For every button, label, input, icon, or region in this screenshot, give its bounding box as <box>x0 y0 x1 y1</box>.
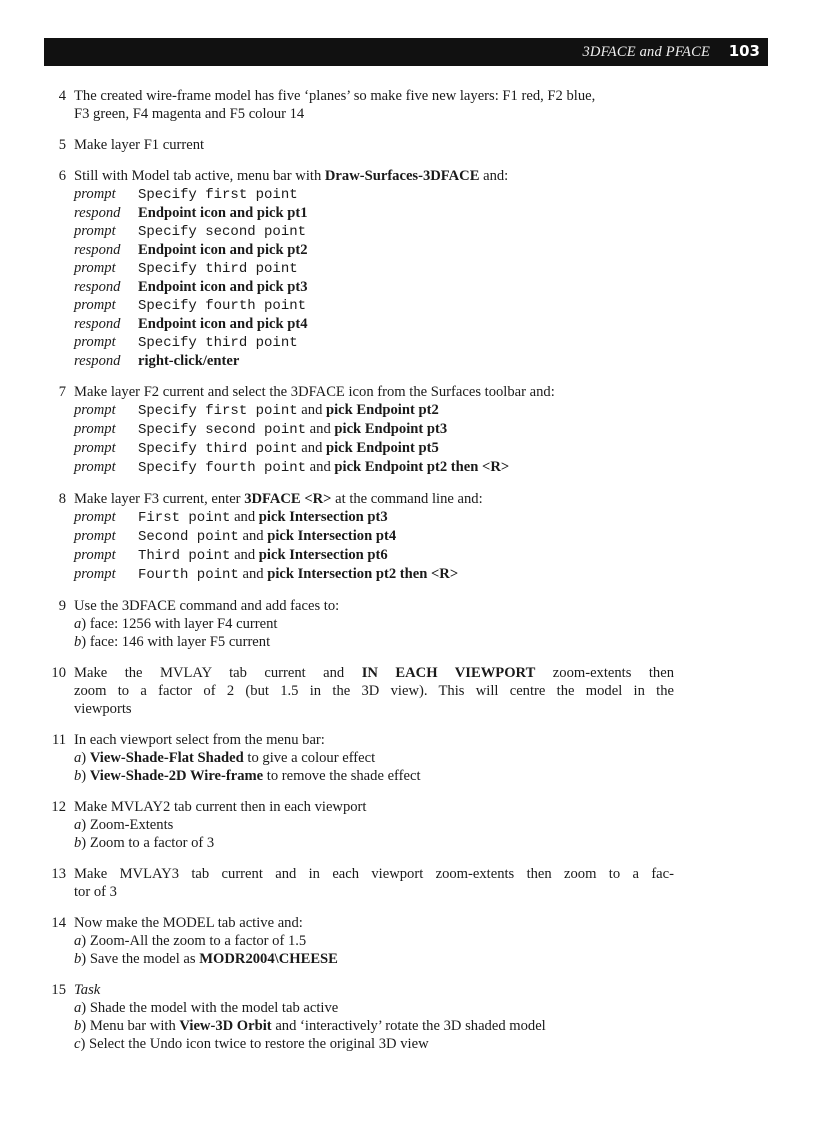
menu-path: View-3D Orbit <box>179 1018 272 1034</box>
sub-step-text: Zoom-All the zoom to a factor of 1.5 <box>89 933 307 949</box>
sub-step: b) face: 146 with layer F5 current <box>74 634 271 650</box>
sub-step-letter: a <box>74 933 82 949</box>
sub-step-text: Shade the model with the model tab active <box>89 1000 339 1016</box>
sub-step: b) Zoom to a factor of 3 <box>74 835 215 851</box>
command-prompt: Specify fourth point <box>138 298 307 314</box>
command-prompt: Specify first point <box>138 187 298 203</box>
response-text: Endpoint icon and pick pt1 <box>138 205 308 221</box>
row-label: respond <box>74 205 121 221</box>
step-text-line <box>74 664 674 682</box>
sub-step-letter: a <box>74 1000 82 1016</box>
sub-step: b) View-Shade-2D Wire-frame to remove the shade effect <box>74 768 421 784</box>
row-label: prompt <box>74 459 116 475</box>
sub-step: a) Zoom-All the zoom to a factor of 1.5 <box>74 933 307 949</box>
command-prompt: Specify third point <box>138 441 298 457</box>
sub-step-text: to remove the shade effect <box>263 768 421 784</box>
row-label: prompt <box>74 440 116 456</box>
step-intro-text: and: <box>479 168 509 184</box>
step-intro: Now make the MODEL tab active and: <box>74 915 303 931</box>
sub-step-letter: c <box>74 1036 81 1052</box>
row-label: respond <box>74 353 121 369</box>
step-item <box>44 914 674 968</box>
step-item <box>44 136 674 154</box>
response-text: pick Intersection pt2 then <R> <box>267 566 459 582</box>
step-number: 11 <box>51 732 66 748</box>
respond-row <box>74 352 674 370</box>
prompt-row <box>74 333 674 352</box>
respond-row <box>74 241 674 259</box>
response-text: Endpoint icon and pick pt3 <box>138 279 308 295</box>
sub-step-text: Zoom to a factor of 3 <box>89 835 215 851</box>
sub-step-text: Menu bar with <box>89 1018 180 1034</box>
row-label: prompt <box>74 402 116 418</box>
row-label: prompt <box>74 547 116 563</box>
step-text-line: F3 green, F4 magenta and F5 colour 14 <box>74 106 305 122</box>
response-text: pick Intersection pt6 <box>258 547 388 563</box>
step-number: 14 <box>51 915 66 931</box>
sub-step-letter: b <box>74 634 82 650</box>
row-label: prompt <box>74 260 116 276</box>
sub-step-letter: b <box>74 768 82 784</box>
page-content <box>44 87 674 1066</box>
connector-text: and <box>306 421 335 437</box>
command-prompt: Specify first point <box>138 403 298 419</box>
command-prompt: Specify third point <box>138 261 298 277</box>
sub-step: c) Select the Undo icon twice to restore the original 3D view <box>74 1036 429 1052</box>
sub-step: a) face: 1256 with layer F4 current <box>74 616 278 632</box>
connector-text: and <box>238 566 268 582</box>
prompt-row <box>74 222 674 241</box>
sub-step-letter: b <box>74 1018 82 1034</box>
row-label: respond <box>74 242 121 258</box>
prompt-row <box>74 565 674 584</box>
step-intro: Make layer F2 current and select the 3DFACE icon from the Surfaces toolbar and: <box>74 384 555 400</box>
emphasis-text: IN EACH VIEWPORT <box>361 665 536 681</box>
command-prompt: Third point <box>138 548 231 564</box>
response-text: Endpoint icon and pick pt4 <box>138 316 308 332</box>
prompt-row <box>74 401 674 420</box>
sub-step-text: to give a colour effect <box>243 750 376 766</box>
sub-step-text: and ‘interactively’ rotate the 3D shaded model <box>271 1018 546 1034</box>
step-item <box>44 731 674 785</box>
step-number: 13 <box>51 866 66 882</box>
connector-text: and <box>238 528 268 544</box>
command-name: 3DFACE <R> <box>244 491 332 507</box>
sub-step-letter: b <box>74 951 82 967</box>
menu-path: View-Shade-Flat Shaded <box>89 750 244 766</box>
step-intro-text: Still with Model tab active, menu bar with <box>74 168 325 184</box>
response-text: pick Intersection pt4 <box>267 528 397 544</box>
response-text: pick Intersection pt3 <box>258 509 388 525</box>
command-prompt: First point <box>138 510 231 526</box>
running-header <box>44 38 768 66</box>
sub-step-letter: a <box>74 817 82 833</box>
command-prompt: Fourth point <box>138 567 239 583</box>
step-text: Make the MVLAY tab current and <box>74 665 362 681</box>
step-number: 6 <box>58 168 66 184</box>
page-number: 103 <box>728 42 760 60</box>
row-label: prompt <box>74 509 116 525</box>
menu-path: Draw-Surfaces-3DFACE <box>324 168 480 184</box>
step-item <box>44 490 674 584</box>
step-number: 7 <box>58 384 66 400</box>
running-header-title: 3DFACE and PFACE <box>582 44 710 60</box>
response-text: pick Endpoint pt3 <box>334 421 448 437</box>
step-text-line: tor of 3 <box>74 884 117 900</box>
prompt-row <box>74 296 674 315</box>
step-item <box>44 798 674 852</box>
response-text: pick Endpoint pt5 <box>326 440 439 456</box>
sub-step-text: Select the Undo icon twice to restore the original 3D view <box>89 1036 429 1052</box>
sub-step-text: Save the model as <box>89 951 200 967</box>
connector-text: and <box>230 509 259 525</box>
step-item <box>44 597 674 651</box>
prompt-row <box>74 420 674 439</box>
step-number: 8 <box>58 491 66 507</box>
step-text: zoom-extents then <box>535 665 675 681</box>
step-text-line: The created wire-frame model has five ‘planes’ so make five new layers: F1 red, F2 blue, <box>74 88 596 104</box>
task-heading: Task <box>74 982 101 998</box>
sub-step: a) View-Shade-Flat Shaded to give a colour effect <box>74 750 376 766</box>
response-text: right-click/enter <box>138 353 240 369</box>
sub-step: a) Zoom-Extents <box>74 817 174 833</box>
respond-row <box>74 204 674 222</box>
step-text-line: Make MVLAY3 tab current and in each viewport zoom-extents then zoom to a fac- <box>74 866 674 882</box>
step-intro <box>74 167 674 185</box>
prompt-row <box>74 259 674 278</box>
sub-step-text: face: 1256 with layer F4 current <box>89 616 278 632</box>
row-label: prompt <box>74 566 116 582</box>
step-item <box>44 981 674 1053</box>
sub-step-letter: a <box>74 750 82 766</box>
sub-step: b) Save the model as MODR2004\CHEESE <box>74 951 338 967</box>
step-item <box>44 664 674 718</box>
connector-text: and <box>306 459 335 475</box>
command-prompt: Second point <box>138 529 239 545</box>
command-prompt: Specify third point <box>138 335 298 351</box>
prompt-row <box>74 546 674 565</box>
respond-row <box>74 278 674 296</box>
step-number: 10 <box>51 665 66 681</box>
step-text-line: zoom to a factor of 2 (but 1.5 in the 3D view). This will centre the model in the <box>74 683 674 699</box>
step-text-line: viewports <box>74 701 132 717</box>
respond-row <box>74 315 674 333</box>
step-text: Make layer F1 current <box>74 137 205 153</box>
command-prompt: Specify fourth point <box>138 460 307 476</box>
row-label: respond <box>74 316 121 332</box>
response-text: pick Endpoint pt2 <box>326 402 439 418</box>
prompt-row <box>74 439 674 458</box>
row-label: prompt <box>74 334 116 350</box>
sub-step: a) Shade the model with the model tab active <box>74 1000 339 1016</box>
sub-step-text: face: 146 with layer F5 current <box>89 634 271 650</box>
sub-step: b) Menu bar with View-3D Orbit and ‘interactively’ rotate the 3D shaded model <box>74 1018 546 1034</box>
row-label: prompt <box>74 186 116 202</box>
step-intro <box>74 490 674 508</box>
command-prompt: Specify second point <box>138 224 307 240</box>
prompt-row <box>74 458 674 477</box>
row-label: prompt <box>74 297 116 313</box>
step-item <box>44 167 674 370</box>
row-label: respond <box>74 279 121 295</box>
connector-text: and <box>297 402 327 418</box>
response-text: Endpoint icon and pick pt2 <box>138 242 308 258</box>
step-item <box>44 383 674 477</box>
row-label: prompt <box>74 421 116 437</box>
step-number: 12 <box>51 799 66 815</box>
command-prompt: Specify second point <box>138 422 307 438</box>
prompt-row <box>74 508 674 527</box>
step-intro-text: at the command line and: <box>331 491 483 507</box>
step-item <box>44 87 674 123</box>
step-intro: Use the 3DFACE command and add faces to: <box>74 598 340 614</box>
row-label: prompt <box>74 223 116 239</box>
file-path: MODR2004\CHEESE <box>199 951 338 967</box>
step-intro: In each viewport select from the menu bar: <box>74 732 325 748</box>
prompt-row <box>74 185 674 204</box>
step-number: 5 <box>58 137 66 153</box>
step-intro: Make MVLAY2 tab current then in each viewport <box>74 799 367 815</box>
prompt-row <box>74 527 674 546</box>
step-intro-text: Make layer F3 current, enter <box>74 491 245 507</box>
connector-text: and <box>230 547 259 563</box>
response-text: pick Endpoint pt2 then <R> <box>334 459 510 475</box>
connector-text: and <box>297 440 327 456</box>
sub-step-text: Zoom-Extents <box>89 817 174 833</box>
menu-path: View-Shade-2D Wire-frame <box>89 768 264 784</box>
step-number: 15 <box>51 982 66 998</box>
step-number: 4 <box>58 88 66 104</box>
row-label: prompt <box>74 528 116 544</box>
step-number: 9 <box>58 598 66 614</box>
sub-step-letter: b <box>74 835 82 851</box>
step-item <box>44 865 674 901</box>
sub-step-letter: a <box>74 616 82 632</box>
